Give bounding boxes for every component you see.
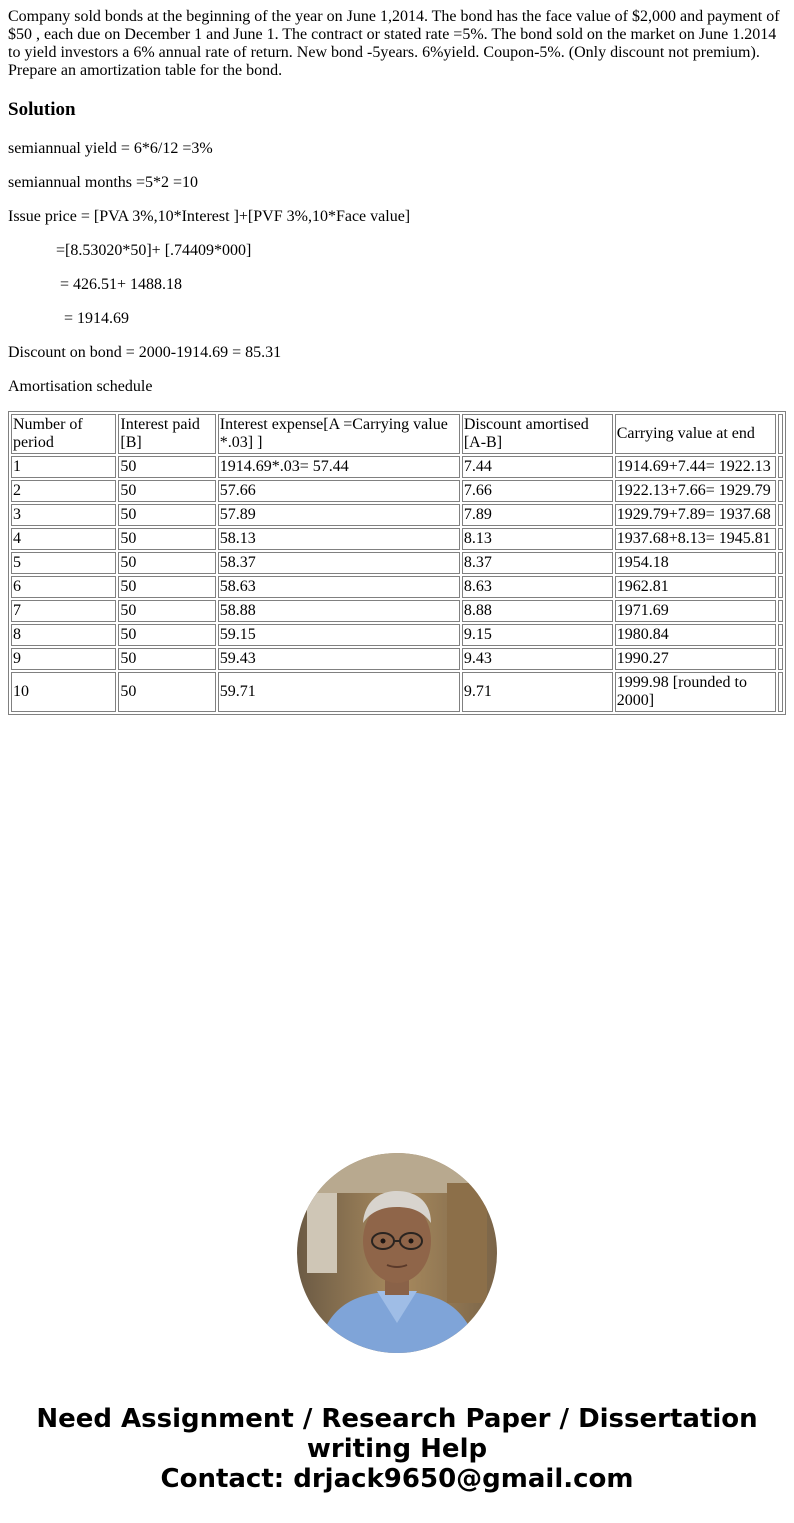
cell-period: 7: [11, 600, 116, 622]
cell-interest-expense: 58.37: [218, 552, 460, 574]
issue-price-step-3: = 1914.69: [64, 310, 130, 327]
cell-interest-expense: 59.43: [218, 648, 460, 670]
table-row: [11, 624, 783, 646]
cell-interest-paid: 50: [118, 504, 215, 526]
table-row: [11, 600, 783, 622]
empty-cell: [778, 552, 783, 574]
cell-period: 8: [11, 624, 116, 646]
cell-carrying-value: 1980.84: [615, 624, 776, 646]
table-row: [11, 576, 783, 598]
cell-discount-amortised: 9.71: [462, 672, 613, 712]
table-header-row: [11, 414, 783, 454]
cell-period: 3: [11, 504, 116, 526]
cell-carrying-value: 1914.69+7.44= 1922.13: [615, 456, 776, 478]
cell-carrying-value: 1962.81: [615, 576, 776, 598]
author-avatar: [297, 1153, 497, 1353]
schedule-title: Amortisation schedule: [8, 378, 153, 395]
cell-interest-expense: 1914.69*.03= 57.44: [218, 456, 460, 478]
cell-discount-amortised: 9.15: [462, 624, 613, 646]
header-interest-expense: Interest expense[A =Carrying value *.03] ]: [218, 414, 460, 454]
empty-cell: [778, 624, 783, 646]
header-carrying-value: Carrying value at end: [615, 414, 776, 454]
issue-price-step-1: =[8.53020*50]+ [.74409*000]: [56, 242, 252, 259]
table-row: [11, 504, 783, 526]
cell-discount-amortised: 9.43: [462, 648, 613, 670]
cell-period: 2: [11, 480, 116, 502]
cell-interest-paid: 50: [118, 624, 215, 646]
document-content: [8, 8, 786, 396]
cell-discount-amortised: 8.88: [462, 600, 613, 622]
table-row: [11, 456, 783, 478]
cell-carrying-value: 1929.79+7.89= 1937.68: [615, 504, 776, 526]
person-portrait-icon: [297, 1153, 497, 1353]
cell-carrying-value: 1999.98 [rounded to 2000]: [615, 672, 776, 712]
cell-interest-expense: 58.63: [218, 576, 460, 598]
issue-price-formula: Issue price = [PVA 3%,10*Interest ]+[PVF 3%,10*Face value]: [8, 208, 411, 225]
cell-interest-expense: 58.13: [218, 528, 460, 550]
cell-period: 6: [11, 576, 116, 598]
cell-discount-amortised: 8.63: [462, 576, 613, 598]
issue-price-step-2: = 426.51+ 1488.18: [60, 276, 183, 293]
cell-interest-paid: 50: [118, 528, 215, 550]
empty-cell: [778, 576, 783, 598]
header-discount-amortised: Discount amortised [A-B]: [462, 414, 613, 454]
cell-interest-paid: 50: [118, 648, 215, 670]
cell-interest-expense: 57.66: [218, 480, 460, 502]
header-interest-paid: Interest paid [B]: [118, 414, 215, 454]
cell-interest-paid: 50: [118, 576, 215, 598]
cell-period: 9: [11, 648, 116, 670]
cell-carrying-value: 1971.69: [615, 600, 776, 622]
table-row: [11, 480, 783, 502]
table-row: [11, 648, 783, 670]
question-text: Company sold bonds at the beginning of the year on June 1,2014. The bond has the face value of $2,000 and payment of $50 , each due on December 1 and June 1. The contract or stated rate =5%. The bond sold on the market on June 1.2014 to yield investors a 6% annual rate of return. New bond -5years. 6%yield. Coupon-5%. (Only discount not premium). Prepare an amortization table for the bond.: [8, 8, 780, 79]
footer-line-1: Need Assignment / Research Paper / Dissertation: [36, 1404, 758, 1434]
cell-discount-amortised: 8.13: [462, 528, 613, 550]
amortisation-table: [8, 411, 786, 715]
footer-contact: Contact: drjack9650@gmail.com: [160, 1464, 634, 1494]
cell-period: 4: [11, 528, 116, 550]
cell-period: 10: [11, 672, 116, 712]
cell-period: 1: [11, 456, 116, 478]
cell-carrying-value: 1990.27: [615, 648, 776, 670]
cell-period: 5: [11, 552, 116, 574]
empty-cell: [778, 600, 783, 622]
cell-interest-paid: 50: [118, 672, 215, 712]
cell-carrying-value: 1922.13+7.66= 1929.79: [615, 480, 776, 502]
empty-cell: [778, 672, 783, 712]
cell-interest-paid: 50: [118, 600, 215, 622]
cell-interest-paid: 50: [118, 480, 215, 502]
cell-interest-paid: 50: [118, 456, 215, 478]
cell-carrying-value: 1954.18: [615, 552, 776, 574]
cell-interest-paid: 50: [118, 552, 215, 574]
cell-discount-amortised: 7.66: [462, 480, 613, 502]
cell-interest-expense: 58.88: [218, 600, 460, 622]
solution-heading: Solution: [8, 99, 76, 120]
cell-discount-amortised: 7.89: [462, 504, 613, 526]
discount-on-bond: Discount on bond = 2000-1914.69 = 85.31: [8, 344, 282, 361]
cell-interest-expense: 59.71: [218, 672, 460, 712]
semiannual-months: semiannual months =5*2 =10: [8, 174, 199, 191]
empty-cell: [778, 480, 783, 502]
cell-carrying-value: 1937.68+8.13= 1945.81: [615, 528, 776, 550]
table-row: [11, 672, 783, 712]
empty-cell: [778, 648, 783, 670]
table-row: [11, 528, 783, 550]
header-number-of-period: Number of period: [11, 414, 116, 454]
empty-cell: [778, 528, 783, 550]
table-row: [11, 552, 783, 574]
cell-discount-amortised: 7.44: [462, 456, 613, 478]
cell-discount-amortised: 8.37: [462, 552, 613, 574]
cell-interest-expense: 57.89: [218, 504, 460, 526]
empty-cell: [778, 414, 783, 454]
cell-interest-expense: 59.15: [218, 624, 460, 646]
footer-line-2: writing Help: [306, 1434, 488, 1464]
empty-cell: [778, 456, 783, 478]
empty-cell: [778, 504, 783, 526]
semiannual-yield: semiannual yield = 6*6/12 =3%: [8, 140, 213, 157]
footer-promo: [0, 1404, 794, 1494]
